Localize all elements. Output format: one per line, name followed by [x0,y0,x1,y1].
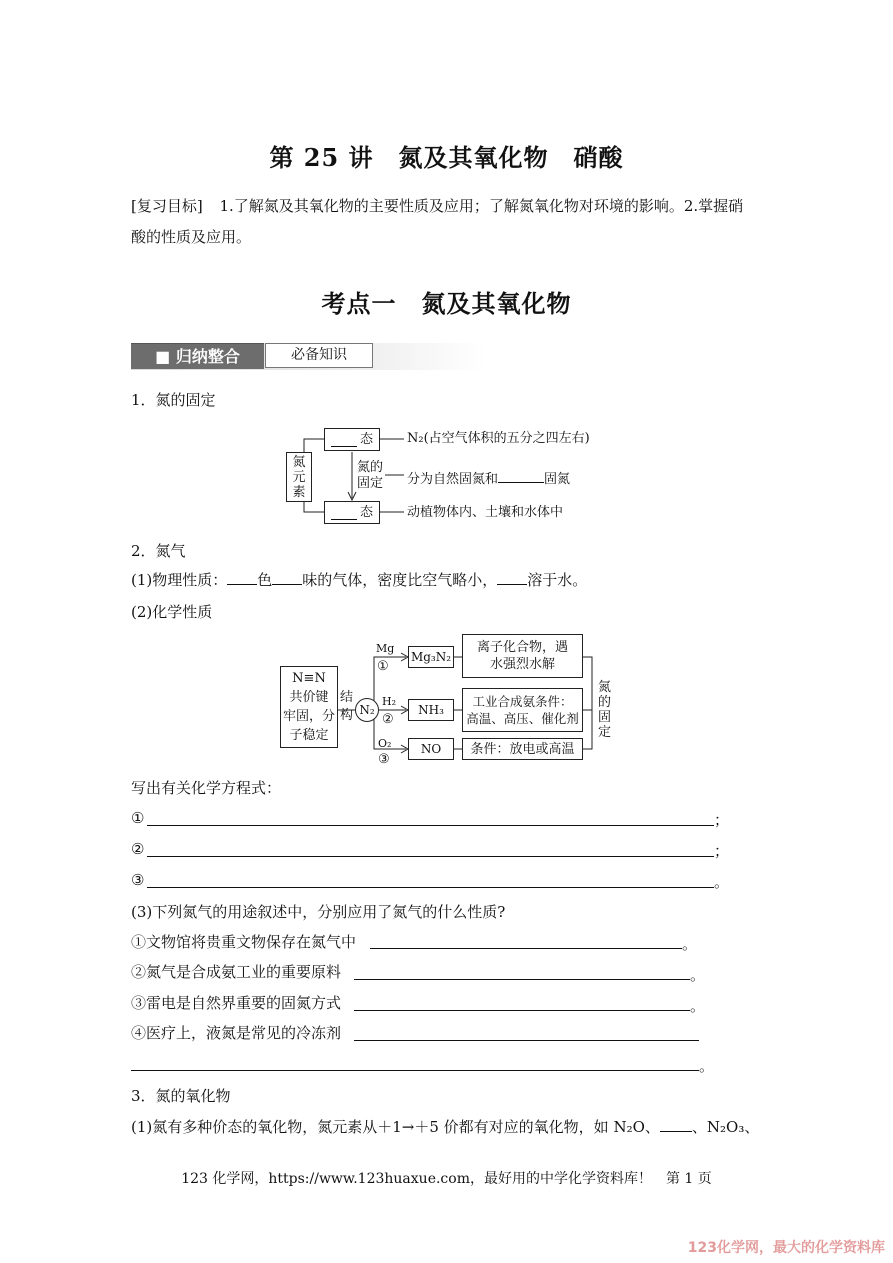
eq-1-end: ； [714,811,730,829]
chemical-properties-diagram [278,632,618,767]
watermark: 123化学网，最大的化学资料库 [687,1240,885,1256]
use-2-end: 。 [690,966,706,984]
element-char: 氮 [292,454,306,470]
use-3-line[interactable] [354,1010,690,1011]
n2-center: N₂ [355,698,379,722]
right-label-char: 固 [598,710,612,725]
right-fixation-label [598,680,612,740]
desc-top: N₂(占空气体积的五分之四左右) [407,431,590,446]
phys-c: 味的气体，密度比空气略小， [302,571,498,589]
structure-label-1: 结 [340,690,354,705]
r2-note-line: 工业合成氨条件： [472,694,573,709]
eq-3-num: ③ [131,871,145,889]
use-4: ④医疗上，液氮是常见的冷冻剂 [131,1024,342,1042]
s1-heading: 1．氮的固定 [131,391,216,409]
phys-b: 色 [257,571,273,589]
use-4-line-2[interactable] [131,1070,699,1071]
use-1: ①文物馆将贵重文物保存在氮气中 [131,933,357,951]
element-box [286,452,312,502]
r3-product: NO [408,738,454,760]
equation-prompt: 写出有关化学方程式： [131,779,282,797]
oxide-blank[interactable] [660,1117,692,1132]
use-3-end: 。 [690,997,706,1015]
use-4-end: 。 [699,1057,715,1075]
review-line1: 1.了解氮及其氧化物的主要性质及应用；了解氮氧化物对环境的影响。2.掌握硝 [219,197,744,215]
element-char: 素 [292,484,306,500]
use-2-line[interactable] [354,979,690,980]
state-top-label: 态 [359,432,373,447]
structure-line: 牢固，分 [282,709,335,724]
review-label: [复习目标] [131,197,203,215]
s2-heading: 2．氮气 [131,542,186,560]
use-2: ②氮气是合成氨工业的重要原料 [131,963,342,981]
state-bottom-blank[interactable] [331,505,357,520]
desc-mid-blank[interactable] [498,468,544,483]
eq-3-line[interactable] [147,887,714,888]
eq-2-line[interactable] [147,856,714,857]
phys-d: 溶于水。 [527,571,588,589]
structure-line: 共价键 [289,690,329,705]
lesson-title: 第 25 讲 氮及其氧化物 硝酸 [269,143,624,172]
banner-summary: ■ 归纳整合 [131,343,264,369]
eq-1-line[interactable] [147,825,714,826]
r1-note-line: 离子化合物，遇 [476,640,568,655]
s3-line1-b: 、N₂O₃、 [691,1118,760,1136]
r1-note [462,634,583,678]
phys-color-blank[interactable] [227,570,257,585]
fix-label-2: 固定 [357,476,384,491]
r2-note [462,688,583,732]
banner-knowledge: 必备知识 [265,343,373,368]
s3-line1 [131,1117,759,1137]
page-footer: 123 化学网，https://www.123huaxue.com，最好用的中学化学资料库！ 第 1 页 [181,1171,712,1187]
r1-note-line: 水强烈水解 [489,657,555,672]
r2-num: ② [382,712,394,727]
nitrogen-fixation-diagram [280,422,640,530]
phys-a: (1)物理性质： [131,571,228,589]
r2-reagent: H₂ [382,695,397,708]
s3-heading: 3．氮的氧化物 [131,1087,231,1105]
right-label-char: 氮 [598,680,612,695]
use-4-line[interactable] [354,1040,699,1041]
use-1-end: 。 [682,935,698,953]
r3-num: ③ [378,752,390,767]
state-top-blank[interactable] [331,432,357,447]
r2-product: NH₃ [408,699,454,721]
use-1-line[interactable] [370,948,682,949]
r3-reagent: O₂ [378,737,392,750]
eq-2-end: ； [714,842,730,860]
desc-mid [407,468,570,487]
element-char: 元 [292,469,306,485]
section-banner [131,343,486,370]
fix-label-1: 氮的 [357,460,384,475]
r3-note: 条件：放电或高温 [462,738,583,760]
section-title: 考点一 氮及其氧化物 [321,289,572,318]
phys-solubility-blank[interactable] [497,570,527,585]
chemical-properties-heading: (2)化学性质 [131,603,213,621]
structure-box [280,666,338,748]
r1-num: ① [377,659,389,674]
desc-mid-a: 分为自然固氮和 [407,472,499,487]
right-label-char: 的 [598,695,612,710]
state-bottom-box [324,501,380,524]
r1-product: Mg₃N₂ [408,646,454,668]
review-line2: 酸的性质及应用。 [131,228,252,246]
structure-label-2: 构 [340,708,354,723]
desc-mid-b: 固氮 [544,472,571,487]
r2-note-line: 高温、高压、催化剂 [466,711,579,726]
s3-line1-a: (1)氮有多种价态的氧化物，氮元素从＋1→＋5 价都有对应的氧化物，如 N₂O、 [131,1118,660,1136]
desc-bottom: 动植物体内、土壤和水体中 [407,505,564,520]
q3-question: (3)下列氮气的用途叙述中，分别应用了氮气的什么性质? [131,903,506,921]
eq-1-num: ① [131,809,145,827]
state-bottom-label: 态 [359,505,373,520]
structure-line: N≡N [292,671,326,686]
r1-reagent: Mg [376,642,395,655]
structure-line: 子稳定 [289,728,329,743]
physical-properties [131,570,587,590]
use-3: ③雷电是自然界重要的固氮方式 [131,994,342,1012]
phys-odor-blank[interactable] [272,570,302,585]
review-objectives [131,196,743,216]
right-label-char: 定 [598,725,612,740]
state-top-box [324,428,380,451]
eq-2-num: ② [131,840,145,858]
eq-3-end: 。 [714,873,730,891]
